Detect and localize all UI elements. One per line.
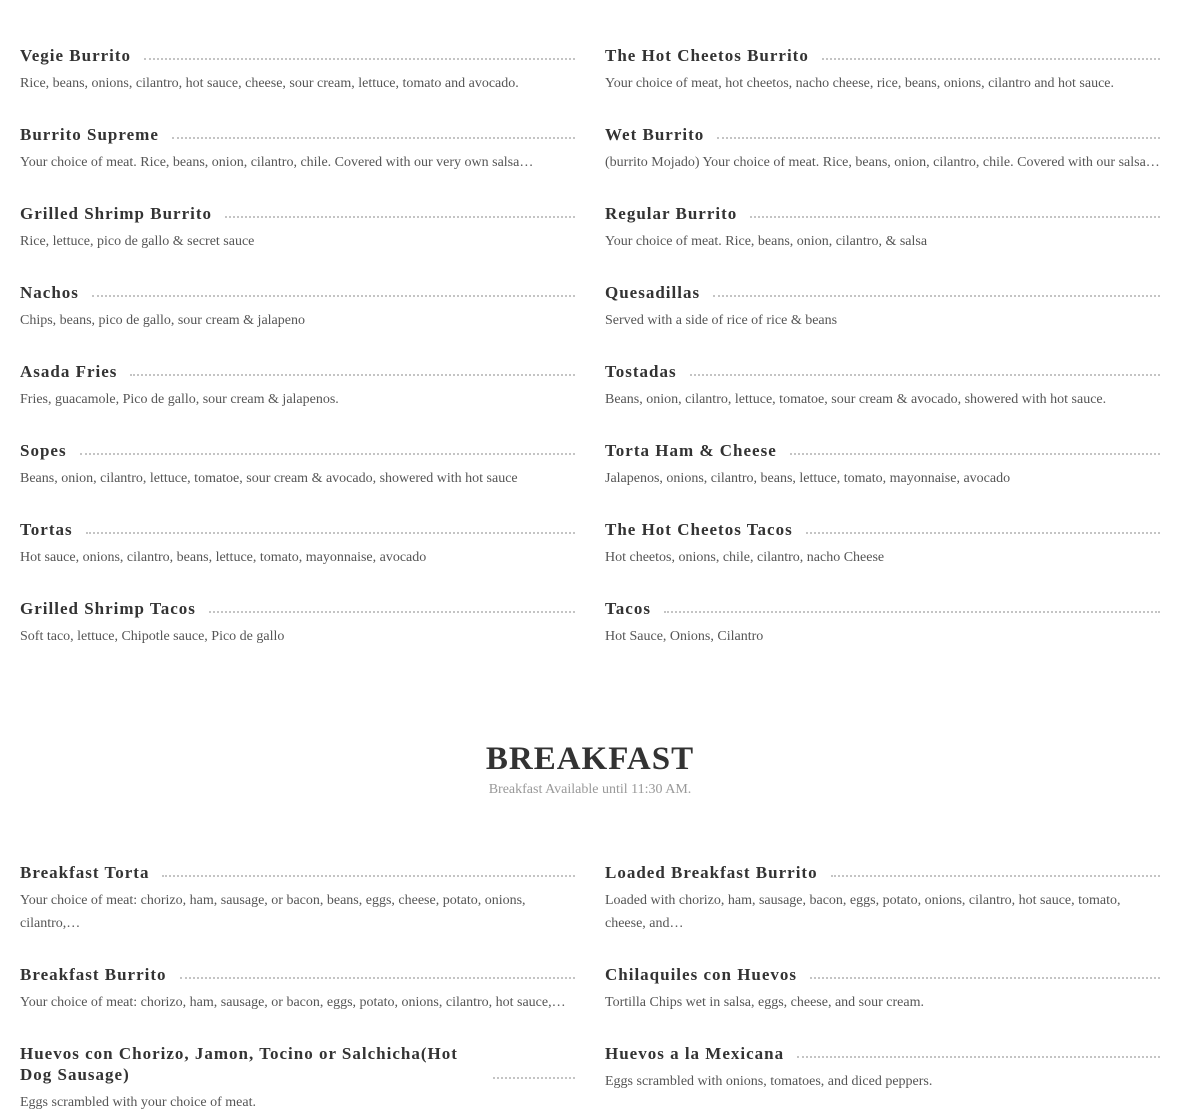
menu-item-description: Your choice of meat. Rice, beans, onion, cilantro, & salsa xyxy=(605,234,928,249)
menu-item[interactable] xyxy=(20,964,575,1014)
menu-item-name: The Hot Cheetos Tacos xyxy=(605,520,793,539)
menu-item-description: Hot sauce, onions, cilantro, beans, lettuce, tomato, mayonnaise, avocado xyxy=(20,550,427,565)
dot-leader xyxy=(664,611,1160,613)
menu-item[interactable] xyxy=(20,440,575,490)
dot-leader xyxy=(717,137,1160,139)
section-title: BREAKFAST xyxy=(485,741,695,777)
menu-item-name: Huevos a la Mexicana xyxy=(605,1044,785,1063)
menu-item[interactable] xyxy=(20,598,575,648)
section-subtitle: Breakfast Available until 11:30 AM. xyxy=(488,782,692,797)
menu-item-description: Loaded with chorizo, ham, sausage, bacon, eggs, potato, onions, cilantro, hot sauce, tomato, cheese, and… xyxy=(605,893,1121,931)
menu-item[interactable] xyxy=(605,598,1160,648)
menu-item-description: Your choice of meat: chorizo, ham, sausage, or bacon, beans, eggs, cheese, potato, onions, cilantro,… xyxy=(20,893,526,931)
menu-item-name: Chilaquiles con Huevos xyxy=(605,965,798,984)
menu-item-description: Served with a side of rice of rice & beans xyxy=(605,313,838,328)
menu-item[interactable] xyxy=(605,45,1160,95)
menu-item-name: Regular Burrito xyxy=(605,204,738,223)
menu-item-name: Torta Ham & Cheese xyxy=(605,441,777,460)
menu-item-description: Your choice of meat. Rice, beans, onion, cilantro, chile. Covered with our very own salsa… xyxy=(20,155,534,170)
menu-item-description: Rice, lettuce, pico de gallo & secret sauce xyxy=(20,234,255,249)
menu-item[interactable] xyxy=(605,282,1160,332)
menu-item[interactable] xyxy=(20,124,575,174)
menu-item-name: Burrito Supreme xyxy=(20,125,159,144)
dot-leader xyxy=(92,295,575,297)
menu-item[interactable] xyxy=(605,124,1160,174)
menu-item-description: Your choice of meat: chorizo, ham, sausage, or bacon, eggs, potato, onions, cilantro, hot sauce,… xyxy=(20,995,566,1010)
dot-leader xyxy=(130,374,575,376)
menu-item-description: Jalapenos, onions, cilantro, beans, lettuce, tomato, mayonnaise, avocado xyxy=(605,471,1011,486)
menu-item-description: Your choice of meat, hot cheetos, nacho cheese, rice, beans, onions, cilantro and hot sauce. xyxy=(605,76,1115,91)
menu-items-grid xyxy=(20,45,1160,648)
dot-leader xyxy=(144,58,575,60)
menu-item-name: Breakfast Torta xyxy=(20,863,150,882)
dot-leader xyxy=(162,875,575,877)
menu-item[interactable] xyxy=(605,964,1160,1014)
dot-leader xyxy=(690,374,1160,376)
menu-item-name: Huevos con Chorizo, Jamon, Tocino or Salchicha(Hot Dog Sausage) xyxy=(20,1044,458,1084)
menu-item-name: Tortas xyxy=(20,520,73,539)
menu-item[interactable] xyxy=(20,361,575,411)
menu-item-name: Asada Fries xyxy=(20,362,118,381)
menu-item-name: Nachos xyxy=(20,283,79,302)
dot-leader xyxy=(713,295,1160,297)
menu-item-description: Beans, onion, cilantro, lettuce, tomatoe, sour cream & avocado, showered with hot sauce xyxy=(20,471,518,486)
menu-item[interactable] xyxy=(605,203,1160,253)
menu-item-description: Hot cheetos, onions, chile, cilantro, nacho Cheese xyxy=(605,550,885,565)
menu-item[interactable] xyxy=(605,361,1160,411)
menu-item-name: The Hot Cheetos Burrito xyxy=(605,46,809,65)
menu-item-description: Hot Sauce, Onions, Cilantro xyxy=(605,629,764,644)
dot-leader xyxy=(806,532,1160,534)
menu-item[interactable] xyxy=(20,862,575,935)
menu-item[interactable] xyxy=(605,519,1160,569)
menu-item-description: Eggs scrambled with onions, tomatoes, and diced peppers. xyxy=(605,1074,933,1089)
dot-leader xyxy=(80,453,575,455)
dot-leader xyxy=(493,1077,575,1079)
dot-leader xyxy=(797,1056,1160,1058)
dot-leader xyxy=(831,875,1160,877)
menu-item[interactable] xyxy=(605,1043,1160,1114)
menu-item[interactable] xyxy=(20,519,575,569)
dot-leader xyxy=(750,216,1160,218)
menu-item-description: Soft taco, lettuce, Chipotle sauce, Pico de gallo xyxy=(20,629,285,644)
menu-item[interactable] xyxy=(605,862,1160,935)
dot-leader xyxy=(180,977,575,979)
menu-item-name: Grilled Shrimp Burrito xyxy=(20,204,212,223)
breakfast-section-header xyxy=(0,740,1180,798)
menu-item[interactable] xyxy=(20,45,575,95)
dot-leader xyxy=(86,532,575,534)
menu-item-name: Loaded Breakfast Burrito xyxy=(605,863,818,882)
menu-item-description: (burrito Mojado) Your choice of meat. Rice, beans, onion, cilantro, chile. Covered with our salsa… xyxy=(605,155,1160,170)
menu-item-description: Tortilla Chips wet in salsa, eggs, cheese, and sour cream. xyxy=(605,995,924,1010)
menu-item-description: Eggs scrambled with your choice of meat. xyxy=(20,1095,256,1110)
menu-item-name: Grilled Shrimp Tacos xyxy=(20,599,196,618)
menu-item-description: Beans, onion, cilantro, lettuce, tomatoe, sour cream & avocado, showered with hot sauce. xyxy=(605,392,1107,407)
menu-item-name: Sopes xyxy=(20,441,67,460)
dot-leader xyxy=(225,216,575,218)
menu-item-name: Breakfast Burrito xyxy=(20,965,167,984)
dot-leader xyxy=(822,58,1160,60)
menu-item-name: Quesadillas xyxy=(605,283,701,302)
dot-leader xyxy=(810,977,1160,979)
dot-leader xyxy=(790,453,1160,455)
menu-item-description: Fries, guacamole, Pico de gallo, sour cream & jalapenos. xyxy=(20,392,339,407)
breakfast-items-grid xyxy=(20,862,1160,1114)
menu-item-name: Vegie Burrito xyxy=(20,46,132,65)
menu-item-name: Tacos xyxy=(605,599,651,618)
menu-item-name: Wet Burrito xyxy=(605,125,705,144)
menu-item[interactable] xyxy=(20,1043,575,1114)
menu-item-name: Tostadas xyxy=(605,362,677,381)
menu-item[interactable] xyxy=(20,203,575,253)
dot-leader xyxy=(172,137,575,139)
menu-item[interactable] xyxy=(605,440,1160,490)
menu-item-description: Rice, beans, onions, cilantro, hot sauce, cheese, sour cream, lettuce, tomato and avocado. xyxy=(20,76,519,91)
dot-leader xyxy=(209,611,575,613)
menu-item[interactable] xyxy=(20,282,575,332)
menu-item-description: Chips, beans, pico de gallo, sour cream & jalapeno xyxy=(20,313,305,328)
